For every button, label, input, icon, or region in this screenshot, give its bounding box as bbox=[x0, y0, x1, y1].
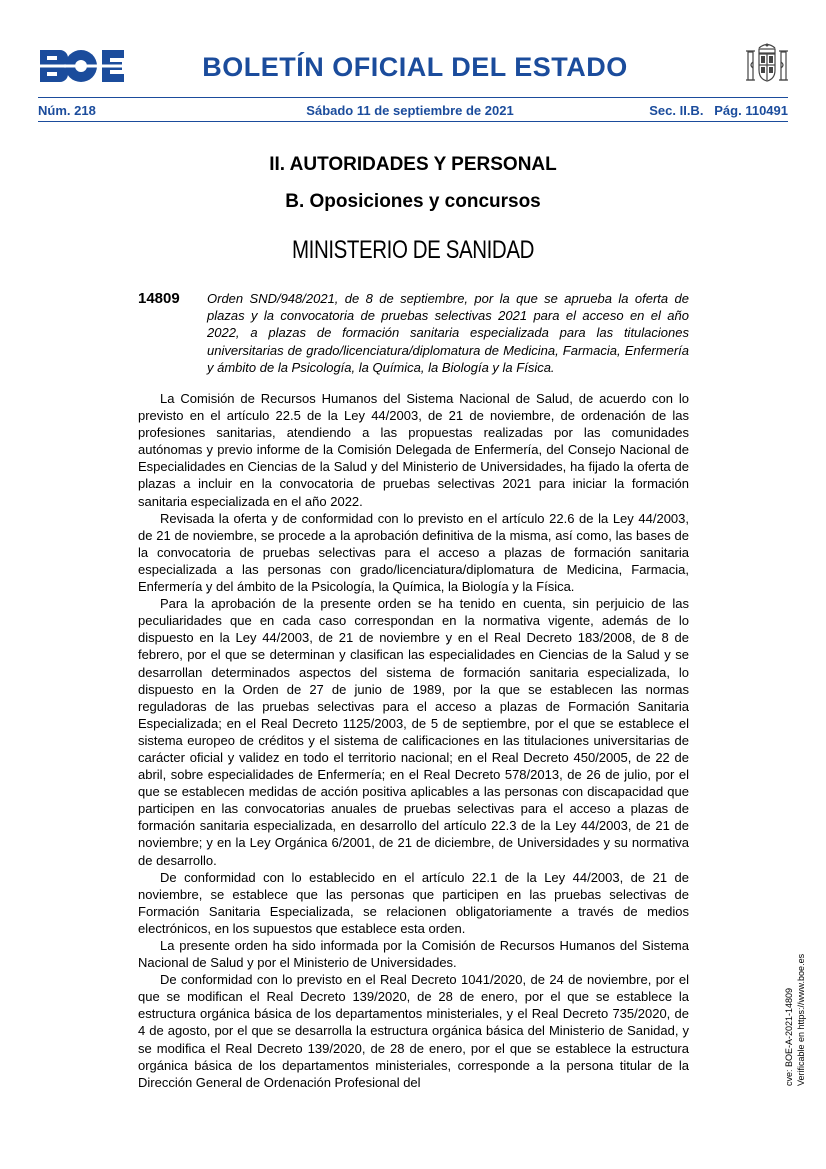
paragraph: Para la aprobación de la presente orden se ha tenido en cuenta, sin perjuicio de las peculiaridades que en cada caso correspondan en la normativa vigente, además de lo dispuesto en la Ley 44/2003, de 21 de noviembre y en el Real Decreto 183/2008, de 8 de febrero, por el que se determinan y clasifican las especialidades en Ciencias de la Salud y se desarrollan determinados aspectos del sistema de formación sanitaria especializada, lo dispuesto en la Orden de 27 de junio de 1989, por la que se establecen las normas reguladoras de las pruebas selectivas para el acceso a plazas de Formación Sanitaria Especializada; en el Real Decreto 1125/2003, de 5 de septiembre, por el que se establece el sistema europeo de créditos y el sistema de calificaciones en las titulaciones universitarias de carácter oficial y validez en todo el territorio nacional; en el Real Decreto 450/2005, de 22 de abril, sobre especialidades de Enfermería; en el Real Decreto 578/2013, de 26 de julio, por el que se establecen medidas de acción positiva aplicables a las personas con discapacidad que participen en las convocatorias anuales de pruebas selectivas para el acceso a plazas de formación sanitaria especializada, en desarrollo del artículo 22.3 de la Ley 44/2003, de 21 de noviembre; y en la Ley Orgánica 6/2001, de 21 de diciembre, de Universidades y su normativa de desarrollo. bbox=[138, 596, 689, 868]
header-rule-top bbox=[38, 97, 788, 98]
paragraph: Revisada la oferta y de conformidad con lo previsto en el artículo 22.6 de la Ley 44/2003, de 21 de noviembre, se procede a la aprobación definitiva de la misma, así como, las bases de la convocatoria de pruebas selectivas para el acceso a plazas de formación sanitaria especializada a las personas con grado/licenciatura/diplomatura de Medicina, Farmacia, Enfermería y del ámbito de la Psicología, la Química, la Biología y la Física. bbox=[138, 510, 689, 595]
paragraph: De conformidad con lo establecido en el artículo 22.1 de la Ley 44/2003, de 21 de noviembre, se establece que las personas que participen en las pruebas selectivas de Formación Sanitaria Especializada, se relacionen obligatoriamente a través de medios electrónicos, en los supuestos que establece esta orden. bbox=[138, 869, 689, 936]
section-page: Sec. II.B. Pág. 110491 bbox=[649, 103, 788, 118]
issue-number: Núm. 218 bbox=[38, 103, 96, 118]
paragraph: La Comisión de Recursos Humanos del Sistema Nacional de Salud, de acuerdo con lo previsto en el artículo 22.5 de la Ley 44/2003, de 21 de noviembre, de ordenación de las profesiones sanitarias, atendiendo a las propuestas realizadas por las comunidades autónomas y previo informe de la Comisión Delegada de Enfermería, del Consejo Nacional de Especialidades en Ciencias de la Salud y del Ministerio de Universidades, ha fijado la oferta de plazas a incluir en la convocatoria de pruebas selectivas 2021 para iniciar la formación sanitaria especializada en el año 2022. bbox=[138, 391, 689, 509]
disposition-number: 14809 bbox=[138, 290, 180, 307]
cve-code: cve: BOE-A-2021-14809 bbox=[784, 987, 794, 1086]
verify-link[interactable]: Verificable en https://www.boe.es bbox=[796, 953, 806, 1086]
paragraph: De conformidad con lo previsto en el Real Decreto 1041/2020, de 24 de noviembre, por el que se modifican el Real Decreto 139/2020, de 28 de enero, por el que se establece la estructura orgánica básica de los departamentos ministeriales, y el Real Decreto 735/2020, de 4 de agosto, por el que se desarrolla la estructura orgánica básica del Ministerio de Sanidad, y se modifica el Real Decreto 139/2020, de 28 de enero, por el que se establece la estructura orgánica básica de los departamentos ministeriales, corresponde a la persona titular de la Dirección General de Ordenación Profesional del bbox=[138, 972, 689, 1090]
disposition-title: Orden SND/948/2021, de 8 de septiembre, por la que se aprueba la oferta de plazas y la convocatoria de pruebas selectivas 2021 para el acceso en el año 2022, a plazas de formación sanitaria especializada para las titulaciones universitarias de grado/licenciatura/diplomatura de Medicina, Farmacia, Enfermería y ámbito de la Psicología, la Química, la Biología y la Física. bbox=[207, 291, 689, 375]
body-text bbox=[138, 390, 689, 1091]
header-rule-bottom bbox=[38, 121, 788, 122]
section-heading: II. AUTORIDADES Y PERSONAL bbox=[269, 154, 557, 175]
ministry-heading: MINISTERIO DE SANIDAD bbox=[292, 236, 534, 264]
boe-logo bbox=[38, 48, 124, 84]
publication-title: BOLETÍN OFICIAL DEL ESTADO bbox=[202, 52, 628, 82]
paragraph: La presente orden ha sido informada por la Comisión de Recursos Humanos del Sistema Nacional de Salud y por el Ministerio de Universidades. bbox=[138, 938, 689, 971]
issue-date: Sábado 11 de septiembre de 2021 bbox=[306, 103, 514, 118]
subsection-heading: B. Oposiciones y concursos bbox=[285, 191, 541, 212]
verification-note bbox=[783, 946, 813, 1086]
coat-of-arms-icon bbox=[744, 40, 790, 88]
